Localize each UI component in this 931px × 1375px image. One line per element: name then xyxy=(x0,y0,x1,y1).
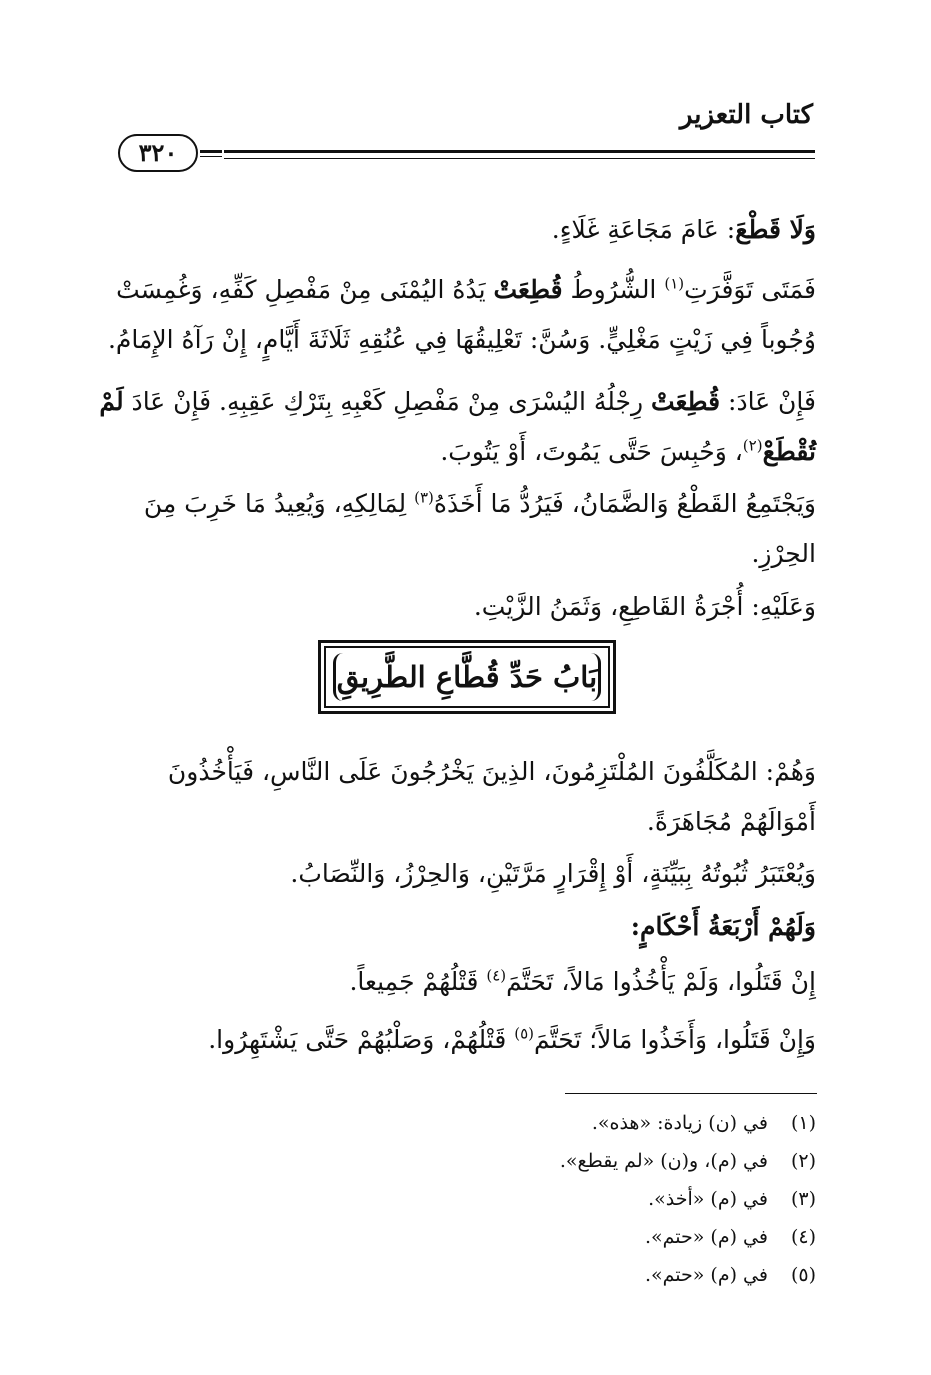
footnote-text: في (م) «حتم». xyxy=(644,1264,768,1286)
text-run: فَمَتَى تَوَفَّرَتِ xyxy=(684,275,816,304)
paragraph-3-line-2 xyxy=(440,430,816,474)
paragraph-3-line-1 xyxy=(99,380,816,424)
text-run: : عَامَ مَجَاعَةِ غَلَاءٍ. xyxy=(551,215,736,244)
ruling-2 xyxy=(208,1018,816,1062)
paragraph-4-line-2: الحِرْزِ. xyxy=(751,539,816,568)
footnote-number: (٤) xyxy=(790,1226,816,1248)
rulings-heading: وَلَهُمْ أَرْبَعَةُ أَحْكَامٍ: xyxy=(630,912,816,941)
text-run: وَإِنْ قَتَلُوا، وَأَخَذُوا مَالاً؛ تَحَتَّمَ xyxy=(534,1025,816,1054)
bold-term: قُطِعَتْ xyxy=(493,275,563,304)
section-title: بَابُ حَدِّ قُطَّاعِ الطَّرِيقِ xyxy=(336,660,598,694)
text-run: الشُّرُوطُ xyxy=(562,275,665,304)
footnote-text: في (م) «حتم». xyxy=(644,1226,768,1248)
footnote-ref-2[interactable]: (٢) xyxy=(742,436,763,455)
paragraph-4-line-1 xyxy=(144,482,816,526)
footnote-separator xyxy=(565,1093,817,1094)
paragraph-1 xyxy=(552,208,816,252)
footnote-text: في (م) «أخذ». xyxy=(648,1188,768,1210)
bold-term: لَمْ xyxy=(99,387,124,416)
bold-term: وَلَا قَطْعَ xyxy=(735,215,816,244)
bold-term: قُطِعَتْ xyxy=(651,387,721,416)
text-run: ، وَحُبِسَ حَتَّى يَمُوتَ، أَوْ يَتُوبَ. xyxy=(440,437,743,466)
text-run: قَتْلُهُمْ، وَصَلْبُهُمْ حَتَّى يَشْتَهِرُوا. xyxy=(208,1025,515,1054)
text-run: فَإِنْ عَادَ: xyxy=(720,387,816,416)
footnote-3 xyxy=(648,1184,816,1214)
header-rule-end xyxy=(200,150,222,157)
running-title: كتاب التعزير xyxy=(679,100,813,130)
footnote-5 xyxy=(645,1260,816,1290)
footnote-ref-5[interactable]: (٥) xyxy=(514,1024,535,1043)
footnote-2 xyxy=(560,1146,816,1176)
paragraph-2-line-1 xyxy=(116,268,816,312)
text-run: وَيَجْتَمِعُ القَطْعُ وَالضَّمَانُ، فَيَرُدُّ مَا أَخَذَهُ xyxy=(433,489,816,518)
footnote-number: (٣) xyxy=(790,1188,816,1210)
footnote-text: في (م)، و(ن) «لم يقطع». xyxy=(559,1150,768,1172)
text-run: رِجْلُهُ اليُسْرَى مِنْ مَفْصِلِ كَعْبِهِ بِتَرْكِ عَقِبِهِ. فَإِنْ عَادَ xyxy=(123,387,651,416)
footnote-ref-4[interactable]: (٤) xyxy=(486,966,507,985)
footnote-number: (٥) xyxy=(790,1264,816,1286)
footnote-ref-1[interactable]: (١) xyxy=(664,274,685,293)
page-number-badge xyxy=(112,134,224,174)
text-run: قَتْلُهُمْ جَمِيعاً. xyxy=(349,967,487,996)
ruling-1 xyxy=(349,960,816,1004)
section-paragraph-2: وَيُعْتَبَرُ ثُبُوتُهُ بِبَيِّنَةٍ، أَوْ إِقْرَارٍ مَرَّتَيْنِ، وَالحِرْزُ، وَالنِّصَابُ. xyxy=(290,859,816,888)
footnote-1 xyxy=(592,1108,816,1138)
footnote-ref-3[interactable]: (٣) xyxy=(414,488,434,507)
footnote-text: في (ن) زيادة: «هذه». xyxy=(591,1112,768,1134)
section-paragraph-1-line-1: وَهُمْ: المُكَلَّفُونَ المُلْتَزِمُونَ، الذِينَ يَخْرُجُونَ عَلَى النَّاسِ، فَيَأْخُذُونَ xyxy=(167,757,816,786)
footnote-number: (٢) xyxy=(790,1150,816,1172)
text-run: يَدُهُ اليُمْنَى مِنْ مَفْصِلِ كَفِّهِ، وَغُمِسَتْ xyxy=(116,275,494,304)
bold-term: تُقْطَعْ xyxy=(762,437,816,466)
text-run: إِنْ قَتَلُوا، وَلَمْ يَأْخُذُوا مَالاً، تَحَتَّمَ xyxy=(506,967,816,996)
paragraph-2-line-2: وُجُوباً فِي زَيْتٍ مَغْلِيٍّ. وَسُنَّ: تَعْلِيقُهَا فِي عُنُقِهِ ثَلَاثَةَ أَيَّامٍ، إِنْ رَآهُ الإِمَامُ. xyxy=(107,325,816,354)
section-paragraph-1-line-2: أَمْوَالَهُمْ مُجَاهَرَةً. xyxy=(646,807,816,836)
text-run: لِمَالِكِهِ، وَيُعِيدُ مَا خَرِبَ مِنَ xyxy=(143,489,415,518)
section-title-frame xyxy=(318,640,616,714)
page-number: ٣٢٠ xyxy=(118,134,198,172)
footnote-number: (١) xyxy=(790,1112,816,1134)
paragraph-5: وَعَلَيْهِ: أُجْرَةُ القَاطِعِ، وَثَمَنُ الزَّيْتِ. xyxy=(473,592,816,621)
footnote-4 xyxy=(645,1222,816,1252)
